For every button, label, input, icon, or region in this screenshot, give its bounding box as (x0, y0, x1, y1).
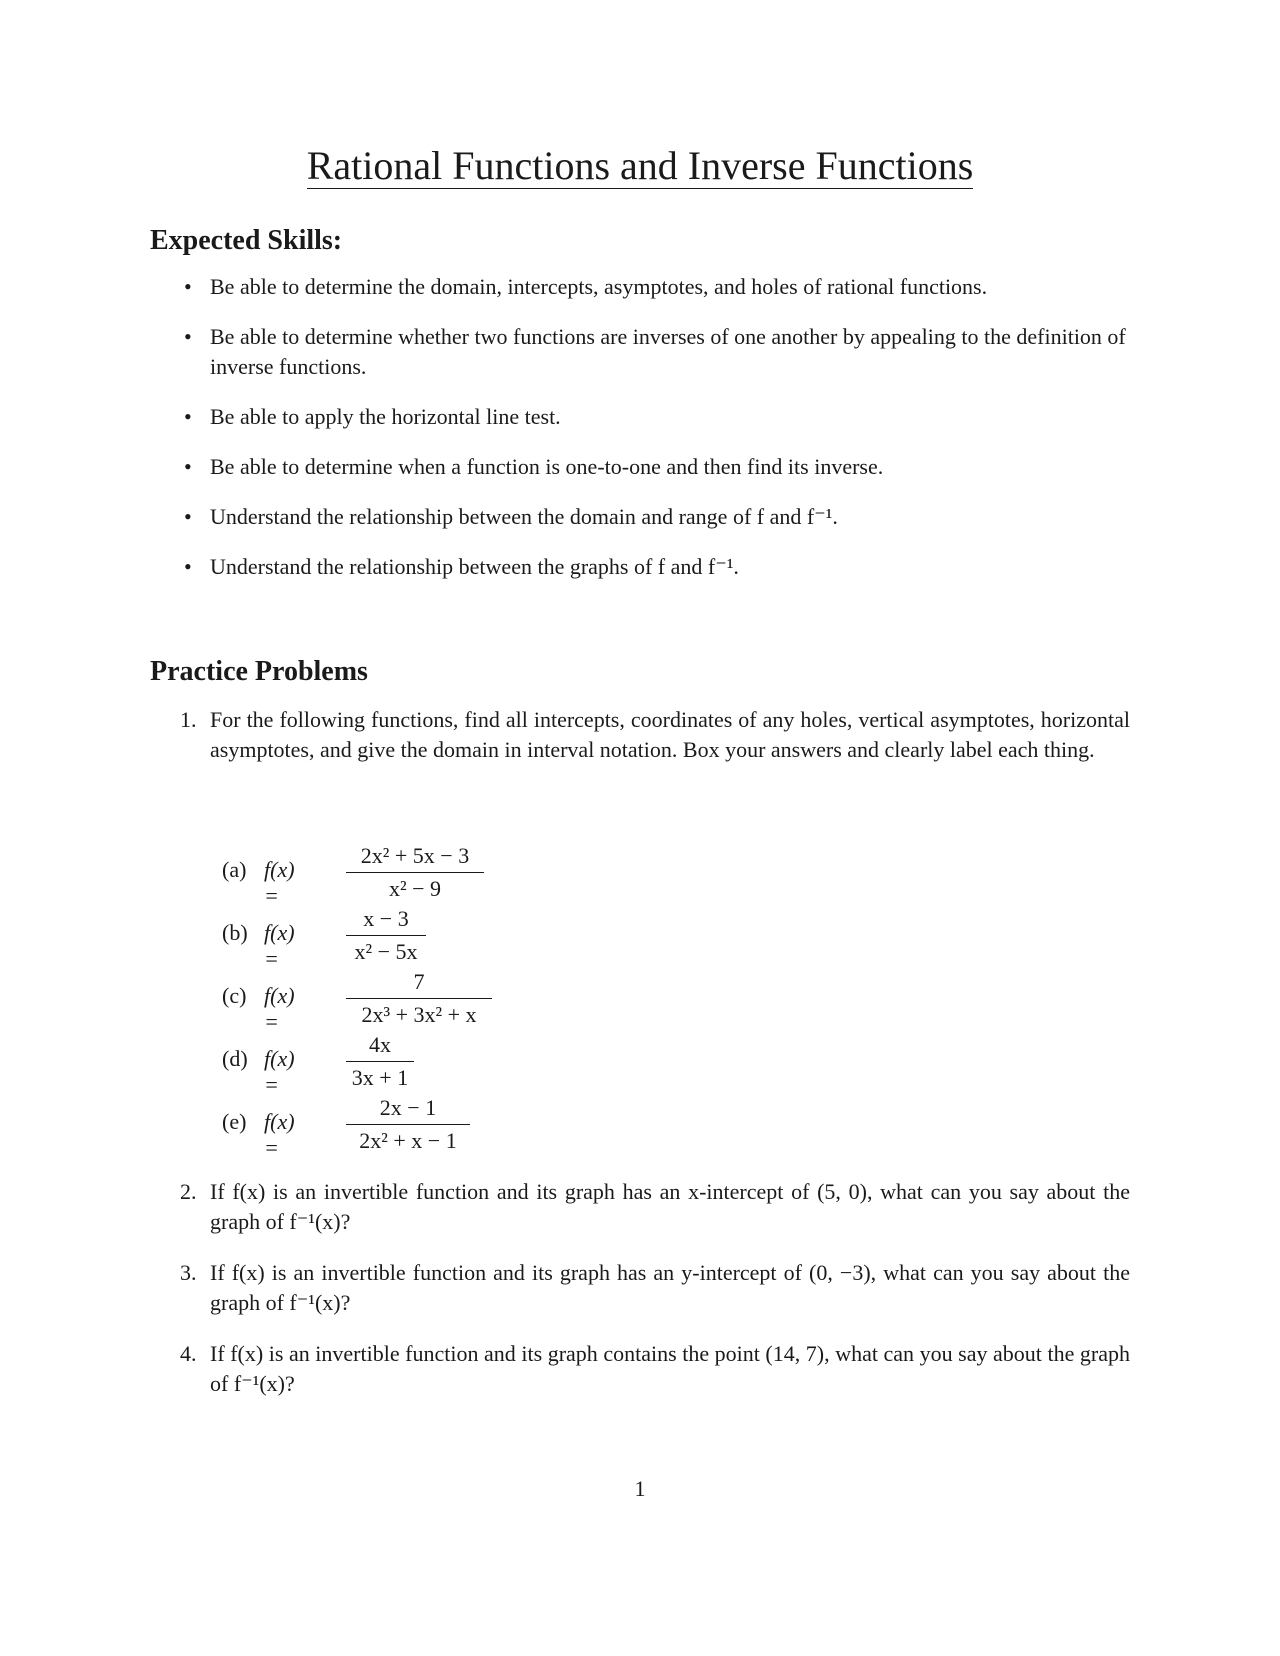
fraction (346, 840, 484, 905)
bullet-icon: • (184, 554, 192, 579)
problem-text: If f(x) is an invertible function and its graph contains the point (14, 7), what can you say about the graph of f⁻¹(x)? (210, 1341, 1130, 1396)
function-lhs: f(x) = (264, 920, 295, 971)
practice-problems-heading: Practice Problems (150, 656, 368, 687)
subpart-label: (e) (222, 1109, 247, 1134)
problem-text: For the following functions, find all intercepts, coordinates of any holes, vertical asymptotes, horizontal asymptotes, and give the domain in interval notation. Box your answers and clearly label each thing. (210, 707, 1130, 762)
fraction (346, 966, 492, 1031)
denominator: 2x³ + 3x² + x (361, 1002, 477, 1027)
denominator: x² − 9 (388, 876, 441, 901)
bullet-icon: • (184, 504, 192, 529)
page-title (0, 140, 1280, 192)
fraction (346, 1029, 414, 1094)
problem-number: 2. (180, 1179, 197, 1204)
numerator: 7 (413, 969, 425, 994)
numerator: 2x² + 5x − 3 (360, 843, 470, 868)
expected-skills-list (180, 272, 1130, 582)
skill-item: • Be able to determine when a function is one-to-one and then find its inverse. (180, 452, 1130, 482)
numerator: 2x − 1 (379, 1095, 437, 1120)
fraction (346, 903, 426, 968)
fraction (346, 1092, 470, 1157)
expected-skills-heading: Expected Skills: (150, 225, 343, 256)
subpart-label: (c) (222, 983, 247, 1008)
numerator: x − 3 (363, 906, 409, 931)
subpart-label: (a) (222, 857, 247, 882)
skill-item: • Be able to determine the domain, intercepts, asymptotes, and holes of rational functions. (180, 272, 1130, 302)
denominator: 3x + 1 (351, 1065, 409, 1090)
function-lhs: f(x) = (264, 1109, 295, 1160)
bullet-icon: • (184, 404, 192, 429)
bullet-icon: • (184, 324, 192, 349)
subpart-label: (d) (222, 1046, 248, 1071)
problem-3 (180, 1258, 1130, 1318)
problem-1 (180, 705, 1130, 765)
subpart-label: (b) (222, 920, 248, 945)
problem-4 (180, 1339, 1130, 1399)
function-lhs: f(x) = (264, 857, 295, 908)
problem-number: 3. (180, 1260, 197, 1285)
skill-item: • Be able to apply the horizontal line test. (180, 402, 1130, 432)
problem-number: 4. (180, 1341, 197, 1366)
denominator: 2x² + x − 1 (359, 1128, 457, 1153)
skill-item: • Be able to determine whether two functions are inverses of one another by appealing to the definition of inverse functions. (184, 324, 1126, 379)
numerator: 4x (369, 1032, 391, 1057)
bullet-icon: • (184, 274, 192, 299)
skill-item: • Understand the relationship between the domain and range of f and f⁻¹. (180, 502, 1130, 532)
skill-item: • Understand the relationship between the graphs of f and f⁻¹. (180, 552, 1130, 582)
denominator: x² − 5x (354, 939, 418, 964)
function-lhs: f(x) = (264, 983, 295, 1034)
function-lhs: f(x) = (264, 1046, 295, 1097)
page-title-text: Rational Functions and Inverse Functions (306, 143, 974, 188)
bullet-icon: • (184, 454, 192, 479)
problem-number: 1. (180, 707, 197, 732)
page-number: 1 (634, 1476, 646, 1501)
problem-text: If f(x) is an invertible function and its graph has an x-intercept of (5, 0), what can you say about the graph of f⁻¹(x)? (210, 1179, 1130, 1234)
problem-text: If f(x) is an invertible function and its graph has an y-intercept of (0, −3), what can you say about the graph of f⁻¹(x)? (210, 1260, 1130, 1315)
problem-2 (180, 1177, 1130, 1237)
